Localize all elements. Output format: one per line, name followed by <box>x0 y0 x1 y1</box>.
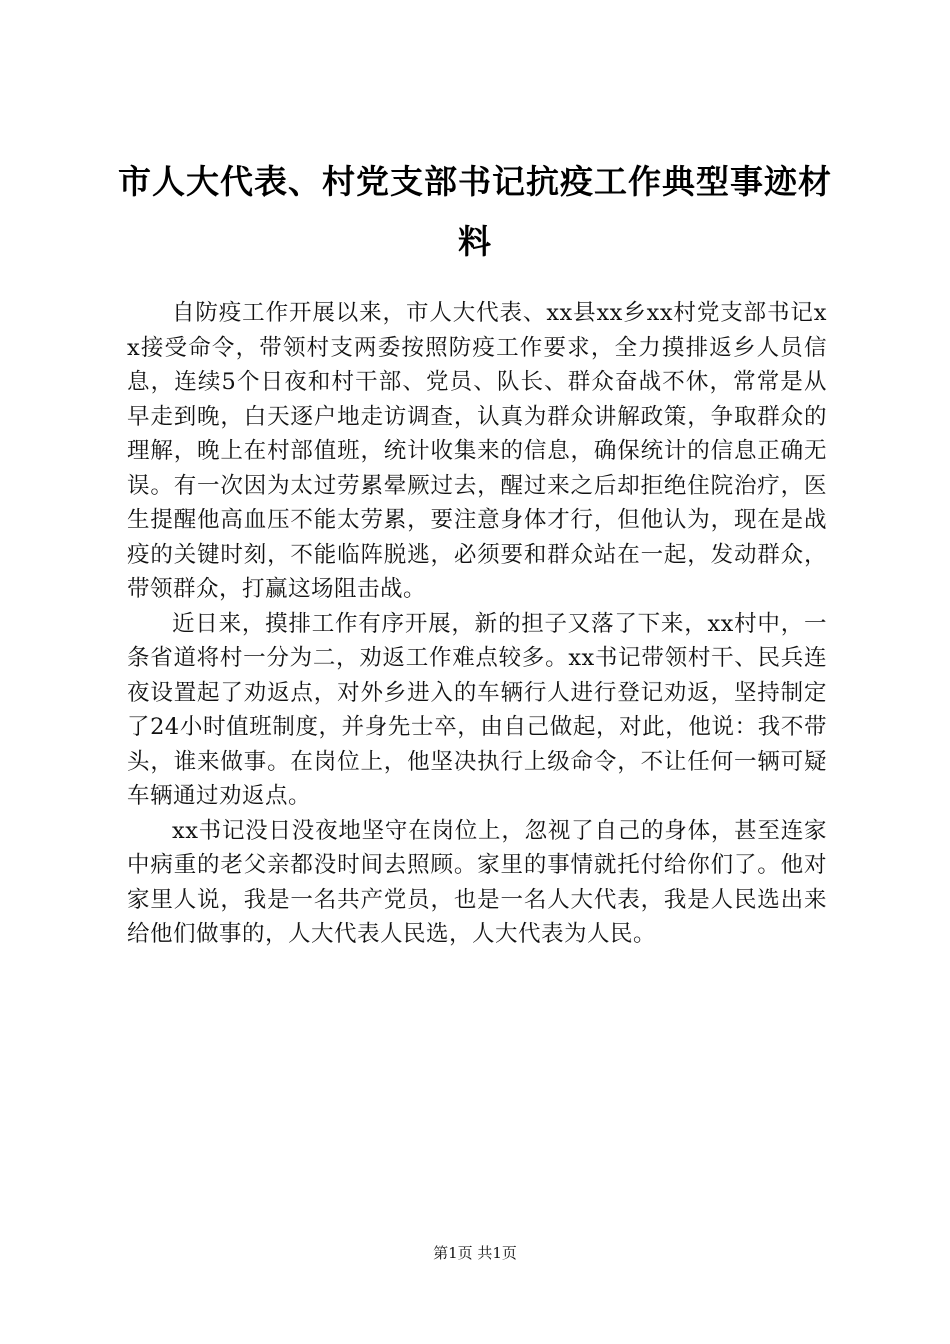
document-body <box>127 296 827 952</box>
paragraph-2: 近日来，摸排工作有序开展，新的担子又落了下来，xx村中，一条省道将村一分为二，劝返工作难点较多。xx书记带领村干、民兵连夜设置起了劝返点，对外乡进入的车辆行人进行登记劝返，坚持制定了24小时值班制度，并身先士卒，由自己做起，对此，他说：我不带头，谁来做事。在岗位上，他坚决执行上级命令，不让任何一辆可疑车辆通过劝返点。 <box>127 610 827 809</box>
page-footer: 第1页 共1页 <box>433 1244 517 1262</box>
paragraph-3: xx书记没日没夜地坚守在岗位上，忽视了自己的身体，甚至连家中病重的老父亲都没时间去照顾。家里的事情就托付给你们了。他对家里人说，我是一名共产党员，也是一名人大代表，我是人民选出来给他们做事的，人大代表人民选，人大代表为人民。 <box>127 817 827 947</box>
document-title: 市人大代表、村党支部书记抗疫工作典型事迹材料 <box>118 162 832 261</box>
paragraph-1: 自防疫工作开展以来，市人大代表、xx县xx乡xx村党支部书记xx接受命令，带领村支两委按照防疫工作要求，全力摸排返乡人员信息，连续5个日夜和村干部、党员、队长、群众奋战不休，常常是从早走到晚，白天逐户地走访调查，认真为群众讲解政策，争取群众的理解，晚上在村部值班，统计收集来的信息，确保统计的信息正确无误。有一次因为太过劳累晕厥过去，醒过来之后却拒绝住院治疗，医生提醒他高血压不能太劳累，要注意身体才行，但他认为，现在是战疫的关键时刻，不能临阵脱逃，必须要和群众站在一起，发动群众，带领群众，打赢这场阻击战。 <box>127 300 827 602</box>
